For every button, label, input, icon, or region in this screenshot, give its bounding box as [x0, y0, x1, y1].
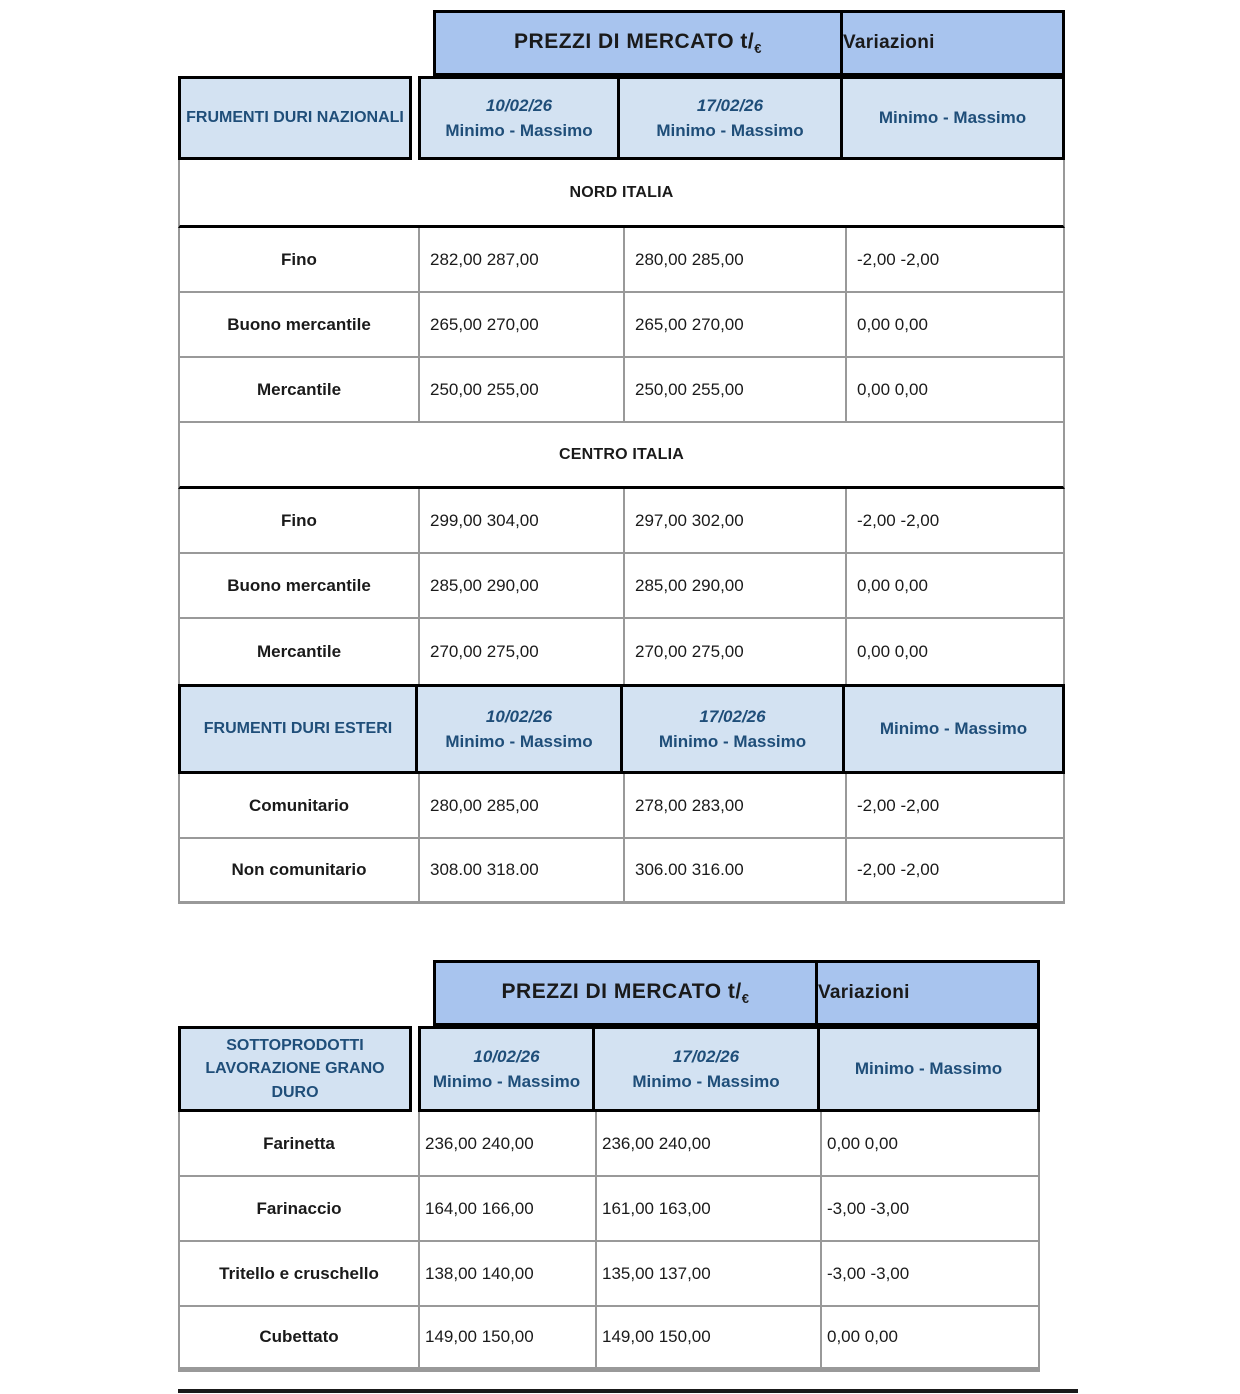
table-row [178, 228, 1065, 293]
table-row [178, 1112, 1040, 1177]
esteri-row-group-label: FRUMENTI DURI ESTERI [203, 720, 393, 737]
table2-title-band [433, 960, 1040, 1026]
date2-column-header [620, 76, 843, 160]
table1-row-group-label: FRUMENTI DURI NAZIONALI [186, 109, 404, 126]
table-row [178, 293, 1065, 358]
price-date1: 138,00 140,00 [418, 1242, 595, 1307]
variation-value: -2,00 -2,00 [845, 228, 1065, 293]
commodity-label: Fino [178, 489, 418, 554]
date2-label: 17/02/26 [696, 95, 764, 115]
market-prices-title [514, 30, 762, 56]
date2-column-header [595, 1026, 820, 1112]
variation-value: 0,00 0,00 [820, 1112, 1040, 1177]
date1-label: 10/02/26 [485, 95, 553, 115]
price-date2: 280,00 285,00 [623, 228, 845, 293]
esteri-date1-label: 10/02/26 [485, 706, 553, 726]
table-row [178, 619, 1065, 684]
price-date1: 164,00 166,00 [418, 1177, 595, 1242]
variation-value: 0,00 0,00 [845, 554, 1065, 619]
date1-column-header [418, 76, 620, 160]
variation-range-label: Minimo - Massimo [878, 108, 1027, 128]
section-centro-italia [178, 423, 1065, 489]
table2-header-row [178, 1026, 1040, 1112]
market-prices-title-text: PREZZI DI MERCATO t/ [501, 979, 742, 1003]
commodity-label: Cubettato [178, 1307, 418, 1372]
section-nord-italia [178, 160, 1065, 228]
commodity-label: Mercantile [178, 619, 418, 684]
price-date2: 306.00 316.00 [623, 839, 845, 904]
price-date2: 135,00 137,00 [595, 1242, 820, 1307]
market-prices-title-cell [433, 10, 843, 76]
table-row [178, 358, 1065, 423]
market-prices-title-text: PREZZI DI MERCATO t/ [514, 29, 755, 53]
commodity-label: Comunitario [178, 774, 418, 839]
commodity-label: Buono mercantile [178, 554, 418, 619]
euro-subscript: € [754, 41, 762, 57]
price-date1: 299,00 304,00 [418, 489, 623, 554]
table-row [178, 839, 1065, 904]
date1-range-label: Minimo - Massimo [432, 1072, 581, 1091]
commodity-label: Buono mercantile [178, 293, 418, 358]
variation-value: -3,00 -3,00 [820, 1242, 1040, 1307]
price-date1: 282,00 287,00 [418, 228, 623, 293]
esteri-variation-range-label: Minimo - Massimo [879, 719, 1028, 739]
variations-title-cell [843, 10, 1065, 76]
market-prices-title [502, 980, 750, 1006]
date1-range-label: Minimo - Massimo [445, 121, 593, 140]
market-prices-title-cell [433, 960, 818, 1026]
table-row [178, 1307, 1040, 1372]
commodity-label: Non comunitario [178, 839, 418, 904]
esteri-variation-header [845, 684, 1065, 774]
table1-header-row [178, 76, 1065, 160]
table-row [178, 554, 1065, 619]
price-date1: 285,00 290,00 [418, 554, 623, 619]
variations-title-cell [818, 960, 1040, 1026]
variation-value: -2,00 -2,00 [845, 774, 1065, 839]
variation-column-header [843, 76, 1065, 160]
commodity-label: Fino [178, 228, 418, 293]
byproducts-table [178, 960, 1040, 1372]
commodity-label: Farinetta [178, 1112, 418, 1177]
esteri-date1-range-label: Minimo - Massimo [445, 732, 593, 751]
esteri-date2-header [623, 684, 845, 774]
variation-value: 0,00 0,00 [820, 1307, 1040, 1372]
commodity-label: Tritello e cruschello [178, 1242, 418, 1307]
section-nord-italia-title: NORD ITALIA [569, 183, 674, 201]
price-date2: 149,00 150,00 [595, 1307, 820, 1372]
table-row [178, 1242, 1040, 1307]
price-date1: 280,00 285,00 [418, 774, 623, 839]
price-date1: 308.00 318.00 [418, 839, 623, 904]
section-centro-italia-title: CENTRO ITALIA [559, 445, 684, 463]
price-date2: 278,00 283,00 [623, 774, 845, 839]
commodity-label: Mercantile [178, 358, 418, 423]
esteri-date2-label: 17/02/26 [699, 706, 766, 726]
date1-label: 10/02/26 [473, 1046, 540, 1066]
table1-row-group-header [178, 76, 412, 160]
price-date1: 250,00 255,00 [418, 358, 623, 423]
durum-wheat-table [178, 10, 1065, 904]
variation-value: -3,00 -3,00 [820, 1177, 1040, 1242]
euro-subscript: € [741, 991, 750, 1007]
table-row [178, 489, 1065, 554]
variations-title: Variazioni [843, 32, 935, 53]
variation-value: -2,00 -2,00 [845, 489, 1065, 554]
date2-range-label: Minimo - Massimo [656, 121, 804, 140]
price-date2: 285,00 290,00 [623, 554, 845, 619]
price-date1: 265,00 270,00 [418, 293, 623, 358]
price-date1: 270,00 275,00 [418, 619, 623, 684]
price-date2: 270,00 275,00 [623, 619, 845, 684]
price-date2: 265,00 270,00 [623, 293, 845, 358]
variation-value: 0,00 0,00 [845, 358, 1065, 423]
table1-title-band [433, 10, 1065, 76]
esteri-date2-range-label: Minimo - Massimo [658, 732, 807, 751]
commodity-label: Farinaccio [178, 1177, 418, 1242]
esteri-header-row [178, 684, 1065, 774]
price-date1: 149,00 150,00 [418, 1307, 595, 1372]
table-row [178, 774, 1065, 839]
variation-value: -2,00 -2,00 [845, 839, 1065, 904]
variation-range-label: Minimo - Massimo [854, 1059, 1003, 1079]
table-row [178, 1177, 1040, 1242]
date2-label: 17/02/26 [672, 1046, 740, 1066]
date1-column-header [418, 1026, 595, 1112]
table2-row-group-label: SOTTOPRODOTTI LAVORAZIONE GRANO DURO [205, 1037, 385, 1101]
price-date2: 297,00 302,00 [623, 489, 845, 554]
price-date2: 250,00 255,00 [623, 358, 845, 423]
date2-range-label: Minimo - Massimo [632, 1072, 780, 1091]
variation-value: 0,00 0,00 [845, 619, 1065, 684]
next-table-top-border [178, 1389, 1078, 1393]
esteri-row-group-header [178, 684, 418, 774]
price-date2: 161,00 163,00 [595, 1177, 820, 1242]
variation-value: 0,00 0,00 [845, 293, 1065, 358]
variation-column-header [820, 1026, 1040, 1112]
table2-row-group-header [178, 1026, 412, 1112]
price-date1: 236,00 240,00 [418, 1112, 595, 1177]
esteri-date1-header [418, 684, 623, 774]
variations-title: Variazioni [818, 982, 910, 1003]
price-date2: 236,00 240,00 [595, 1112, 820, 1177]
